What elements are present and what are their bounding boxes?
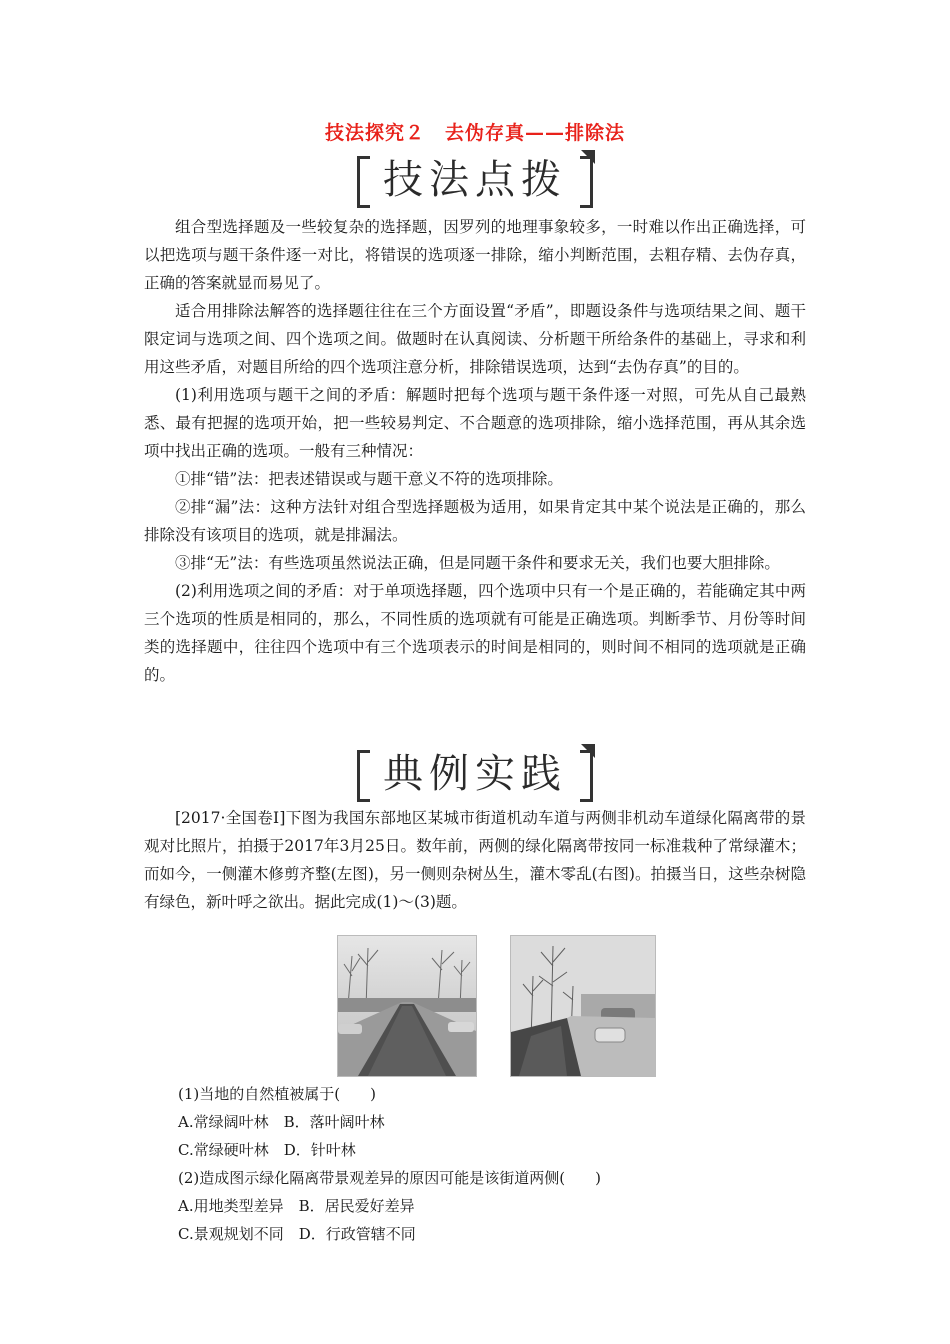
example-paragraph: [2017·全国卷Ⅰ]下图为我国东部地区某城市街道机动车道与两侧非机动车道绿化隔离带的景观对比照片，拍摄于2017年3月25日。数年前，两侧的绿化隔离带按同一标准栽种了常绿灌木；而如今，一侧灌木修剪齐整(左图)，另一侧则杂树丛生，灌木零乱(右图)。拍摄当日，这些杂树隐有绿色，新叶呼之欲出。据此完成(1)～(3)题。 [144,809,806,911]
corner-triangle-icon [581,150,595,164]
question-list [178,1080,601,1248]
example-body [144,804,806,916]
page-title: 技法探究２ 去伪存真——排除法 [324,122,625,144]
paragraph: ③排“无”法：有些选项虽然说法正确，但是同题干条件和要求无关，我们也要大胆排除。 [175,554,780,572]
left-bracket [357,156,370,208]
question-2-options-cd: C.景观规划不同 D．行政管辖不同 [178,1225,416,1243]
banner-examples [0,746,950,802]
banner-tips-label: 技法点拨 [383,157,567,203]
banner-tips [0,152,950,208]
paragraph: 适合用排除法解答的选择题往往在三个方面设置“矛盾”，即题设条件与选项结果之间、题干限定词与选项之间、四个选项之间。做题时在认真阅读、分析题干所给条件的基础上，寻求和利用这些矛盾，对题目所给的四个选项注意分析，排除错误选项，达到“去伪存真”的目的。 [144,302,806,376]
paragraph: ②排“漏”法：这种方法针对组合型选择题极为适用，如果肯定其中某个说法是正确的，那么排除没有该项目的选项，就是排漏法。 [144,498,806,544]
photo-right [510,935,656,1077]
left-bracket [357,750,370,802]
banner-examples-label: 典例实践 [383,751,567,797]
tips-body [144,213,806,689]
paragraph: (2)利用选项之间的矛盾：对于单项选择题，四个选项中只有一个是正确的，若能确定其中两三个选项的性质是相同的，那么，不同性质的选项就有可能是正确选项。判断季节、月份等时间类的选择题中，往往四个选项中有三个选项表示的时间是相同的，则时间不相同的选项就是正确的。 [144,582,806,684]
paragraph: 组合型选择题及一些较复杂的选择题，因罗列的地理事象较多，一时难以作出正确选择，可以把选项与题干条件逐一对比，将错误的选项逐一排除，缩小判断范围，去粗存精、去伪存真，正确的答案就显而易见了。 [144,218,806,292]
question-2: (2)造成图示绿化隔离带景观差异的原因可能是该街道两侧( ) [178,1169,601,1187]
paragraph: (1)利用选项与题干之间的矛盾：解题时把每个选项与题干条件逐一对照，可先从自己最熟悉、最有把握的选项开始，把一些较易判定、不合题意的选项排除，缩小选择范围，再从其余选项中找出正确的选项。一般有三种情况： [144,386,806,460]
question-1: (1)当地的自然植被属于( ) [178,1085,376,1103]
photo-left [337,935,477,1077]
corner-triangle-icon [581,744,595,758]
question-1-options-cd: C.常绿硬叶林 D．针叶林 [178,1141,356,1159]
question-2-options-ab: A.用地类型差异 B．居民爱好差异 [178,1197,415,1215]
question-1-options-ab: A.常绿阔叶林 B．落叶阔叶林 [178,1113,385,1131]
paragraph: ①排“错”法：把表述错误或与题干意义不符的选项排除。 [175,470,563,488]
